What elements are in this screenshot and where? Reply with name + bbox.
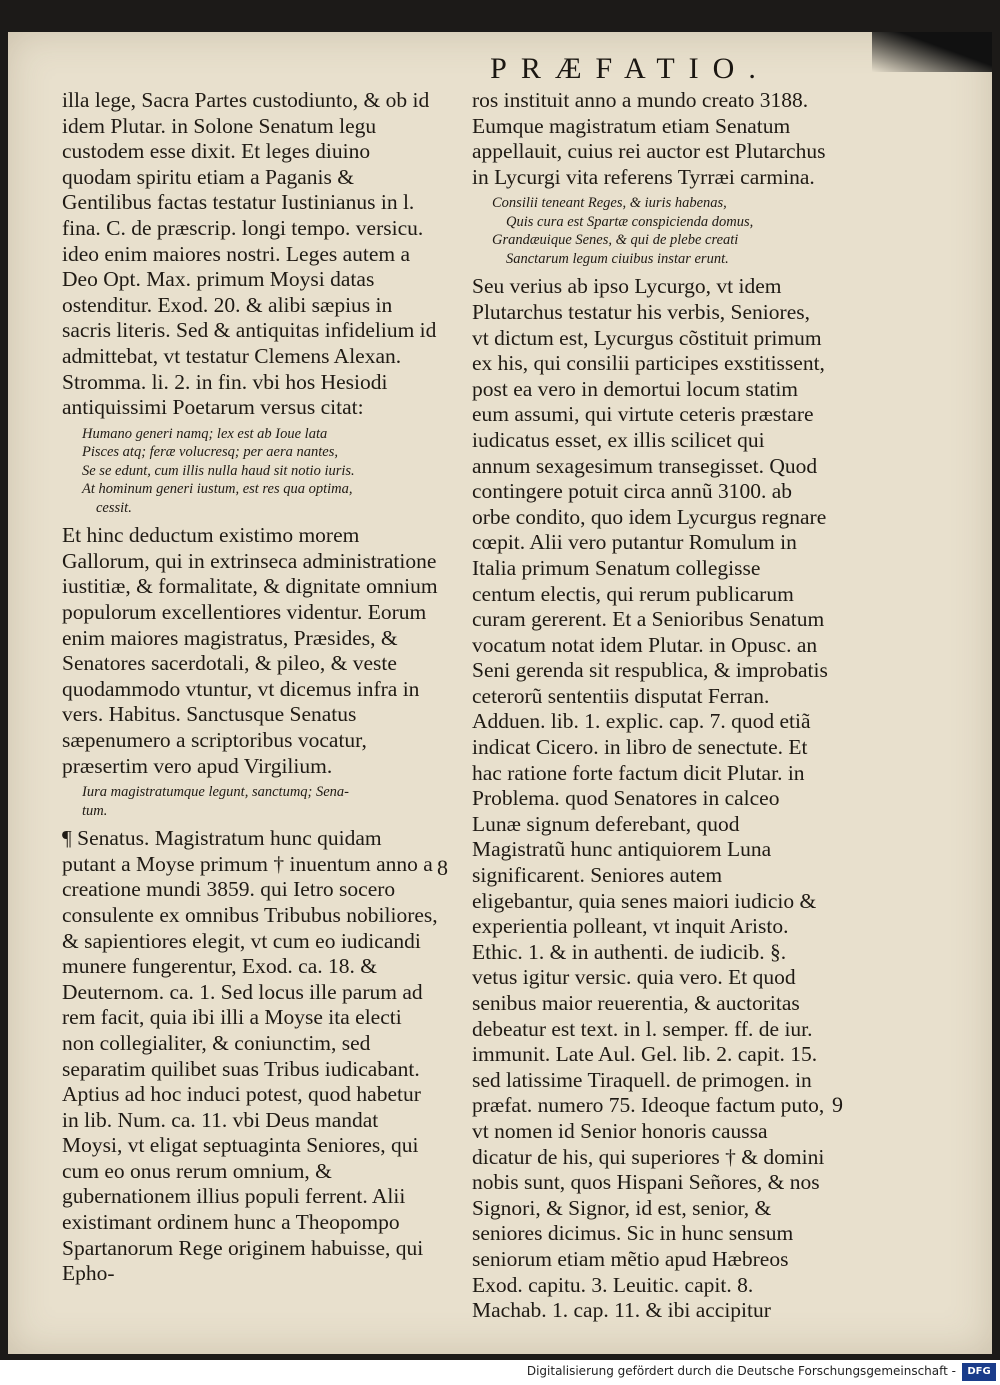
verse-line: cessit. bbox=[96, 499, 132, 516]
verse-line: Pisces atq; feræ volucresq; per aera nantes, bbox=[82, 444, 338, 461]
verse-line: At hominum generi iustum, est res qua optima, bbox=[82, 481, 353, 498]
verse-line: tum. bbox=[82, 802, 108, 819]
verse-line: Grandæuique Senes, & qui de plebe creati bbox=[492, 232, 739, 249]
verse-line: Quis cura est Spartæ conspicienda domus, bbox=[506, 213, 754, 230]
paragraph: illa lege, Sacra Partes custodiunto, & ob id idem Plutar. in Solone Senatum legu custodem esse dixit. Et leges diuino quodam spiritu etiam a Paganis & Gentilibus factas testatur Iustinianus in l. fina. C. de præscrip. longi tempo. versicu. ideo enim maiores nostri. Leges autem a Deo Opt. Max. primum Moysi datas ostenditur. Exod. 20. & alibi sæpius in sacris literis. Sed & antiquitas infidelium id admittebat, vt testatur Clemens Alexan. Stromma. li. 2. in fin. vbi hos Hesiodi antiquissimi Poetarum versus citat: bbox=[62, 88, 437, 420]
paragraph: ros instituit anno a mundo creato 3188. Eumque magistratum etiam Senatum appellauit, cuius rei auctor est Plutarchus in Lycurgi vita referens Tyrræi carmina. bbox=[472, 88, 826, 189]
verse-block bbox=[472, 194, 828, 268]
margin-number: 9 bbox=[832, 1092, 843, 1117]
dfg-logo[interactable]: DFG bbox=[962, 1363, 996, 1381]
paragraph: ¶ Senatus. Magistratum hunc quidam putant a Moyse primum † inuentum anno a creatione mundi 3859. qui Ietro socero consulente ex omnibus Tribubus nobiliores, & sapientiores elegit, vt cum eo iudicandi munere fungerentur, Exod. ca. 18. & Deuternom. ca. 1. Sed locus ille parum ad rem facit, quia ibi illi a Moyse ita electi non collegialiter, & coniunctim, sed separatim quilibet suas Tribus iudicabant. Aptius ad hoc induci potest, quod habetur in lib. Num. ca. 11. vbi Deus mandat Moysi, vt eligat septuaginta Seniores, qui cum eo onus rerum omnium, & gubernationem illius populi ferrent. Alii existimant ordinem hunc a Theopompo Spartanorum Rege originem habuisse, qui Epho- bbox=[62, 826, 438, 1286]
verse-block bbox=[62, 425, 438, 518]
verse-line: Iura magistratumque legunt, sanctumq; Sena- bbox=[82, 784, 350, 801]
paragraph: Seu verius ab ipso Lycurgo, vt idem Plutarchus testatur his verbis, Seniores, vt dictum est, Lycurgus cõstituit primum ex his, qui consilii participes exstitissent, post ea vero in demortui locum statim eum assumi, qui virtute ceteris præstare iudicatus esset, ex illis scilicet qui annum sexagesimum transegisset. Quod contingere potuit circa annũ 3100. ab orbe condito, quo idem Lycurgus regnare cœpit. Alii vero putantur Romulum in Italia primum Senatum collegisse centum electis, qui rerum publicarum curam gererent. Et a Senioribus Senatum vocatum notat idem Plutar. in Opusc. an Seni gerenda sit respublica, & improbatis ceterorũ sententiis disputat Ferran. Adduen. lib. 1. explic. cap. 7. quod etiã indicat Cicero. in libro de senectute. Et hac ratione forte factum dicit Plutar. in Problema. quod Senatores in calceo Lunæ signum deferebant, quod Magistratũ hunc antiquiorem Luna significarent. Seniores autem eligebantur, quia senes maiori iudicio & experientia polleant, vt inquit Aristo. Ethic. 1. & in authenti. de iudicib. §. vetus igitur versic. quia vero. Et quod senibus maior reuerentia, & auctoritas debeatur est text. in l. semper. ff. de iur. immunit. Late Aul. Gel. lib. 2. capit. 15. sed latissime Tiraquell. de primogen. in præfat. numero 75. Ideoque factum puto, vt nomen id Senior honoris caussa dicatur de his, qui superiores † & domini nobis sunt, quos Hispani Señores, & nos Signori, & Signor, id est, senior, & seniores dicimus. Sic in hunc sensum seniorum etiam mẽtio apud Hæbreos Exod. capitu. 3. Leuitic. capit. 8. Machab. 1. cap. 11. & ibi accipitur bbox=[472, 274, 828, 1323]
paragraph: Et hinc deductum existimo morem Gallorum, qui in extrinseca administratione iustitiæ, & formalitate, & dignitate omnium populorum excellentiores videntur. Eorum enim maiores magistratus, Præsides, & Senatores sacerdotali, & pileo, & veste quodammodo vtuntur, vt dicemus infra in vers. Habitus. Sanctusque Senatus sæpenumero a scriptoribus vocatur, præsertim vero apud Virgilium. bbox=[62, 523, 438, 778]
footer-credit: Digitalisierung gefördert durch die Deutsche Forschungsgemeinschaft - bbox=[526, 1364, 956, 1378]
verse-line: Se se edunt, cum illis nulla haud sit notio iuris. bbox=[82, 462, 355, 479]
verse-line: Consilii teneant Reges, & iuris habenas, bbox=[492, 195, 727, 212]
verse-block bbox=[62, 783, 438, 820]
footer-bar bbox=[0, 1360, 1000, 1385]
left-column bbox=[62, 88, 438, 1287]
verse-line: Sanctarum legum ciuibus instar erunt. bbox=[506, 250, 729, 267]
verse-line: Humano generi namq; lex est ab Ioue lata bbox=[82, 425, 328, 442]
right-column bbox=[472, 88, 828, 1324]
margin-number: 8 bbox=[437, 855, 448, 880]
running-header: PRÆFATIO. bbox=[490, 52, 770, 85]
